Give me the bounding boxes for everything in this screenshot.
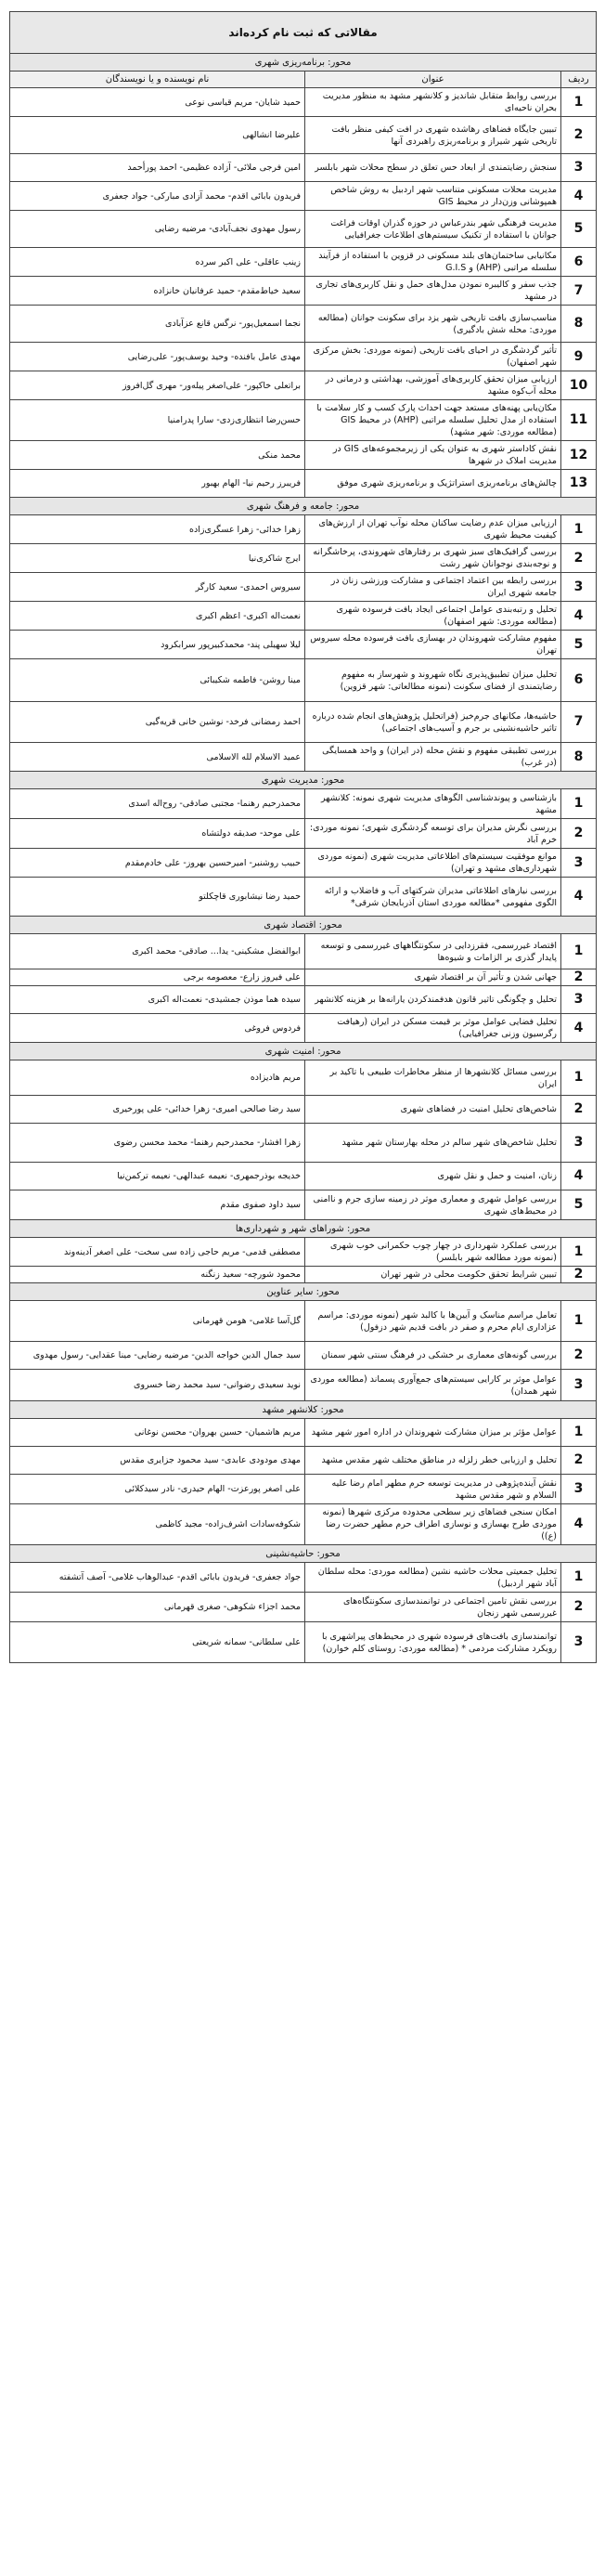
row-number: 2: [561, 969, 597, 986]
article-title: مکان‌یابی پهنه‌های مستعد جهت احداث پارک کسب و کار سلامت با استفاده از مدل تحلیل سلسله مراتبی (AHP) در محیط GIS (مطالعه موردی: شهر مشهد): [305, 400, 561, 441]
article-authors: نوید سعیدی رضوانی- سید محمد رضا خسروی: [10, 1370, 305, 1401]
article-title: تبیین جایگاه فضاهای رها‌شده شهری در افت کیفی منظر بافت تاریخی شهر شیراز و برنامه‌ریزی راهبردی آنها: [305, 117, 561, 154]
article-title: حاشیه‌ها، مکانهای جرم‌خیز (فراتحلیل پژوهش‌های انجام شده درباره تاثیر حاشیه‌نشینی بر جرم و آسیب‌های اجتماعی): [305, 702, 561, 743]
row-number: 1: [561, 1238, 597, 1267]
table-row: [10, 277, 597, 306]
table-row: [10, 1419, 597, 1447]
article-title: تحلیل و رتبه‌بندی عوامل اجتماعی ایجاد بافت فرسوده شهری (مطالعه موردی: شهر اصفهان): [305, 602, 561, 631]
article-authors: علی اصغر پورعزت- الهام حیدری- نادر سیدکلائی: [10, 1475, 305, 1504]
column-header-authors: نام نویسنده و یا نویسندگان: [10, 72, 305, 88]
section-heading-row: [10, 498, 597, 515]
table-row: [10, 934, 597, 969]
column-header-row: [10, 72, 597, 88]
articles-table-body: [10, 12, 597, 1663]
table-row: [10, 88, 597, 117]
article-title: زنان، امنیت و حمل و نقل شهری: [305, 1163, 561, 1190]
table-row: [10, 878, 597, 917]
row-number: 8: [561, 743, 597, 772]
article-authors: عمید الاسلام لله الاسلامی: [10, 743, 305, 772]
article-title: مناسب‌سازی بافت تاریخی شهر یزد برای سکونت جوانان (مطالعه موردی: محله شش بادگیری): [305, 306, 561, 343]
row-number: 2: [561, 1447, 597, 1475]
row-number: 6: [561, 659, 597, 702]
article-authors: حسن‌رضا انتظاری‌زدی- سارا پدرامنیا: [10, 400, 305, 441]
table-row: [10, 544, 597, 573]
article-authors: زهرا خدائی- زهرا عسگری‌زاده: [10, 515, 305, 544]
row-number: 4: [561, 1504, 597, 1545]
section-heading-row: [10, 1401, 597, 1419]
row-number: 3: [561, 1622, 597, 1663]
article-authors: سیروس احمدی- سعید کارگر: [10, 573, 305, 602]
row-number: 2: [561, 1096, 597, 1124]
table-row: [10, 1190, 597, 1220]
table-row: [10, 1124, 597, 1163]
article-authors: سید داود صفوی مقدم: [10, 1190, 305, 1220]
article-title: چالش‌های برنامه‌ریزی استراتژیک و برنامه‌ریزی شهری موفق: [305, 470, 561, 498]
article-authors: امین فرجی ملائی- آزاده عظیمی- احمد پورأحمد: [10, 154, 305, 182]
table-row: [10, 969, 597, 986]
article-title: بررسی مسائل کلانشهرها از منظر مخاطرات طبیعی با تاکید بر ایران: [305, 1060, 561, 1096]
section-heading-row: [10, 1220, 597, 1238]
table-row: [10, 400, 597, 441]
article-authors: مینا روشن- فاطمه شکیبائی: [10, 659, 305, 702]
article-authors: حمید رضا نیشابوری قاچکلتو: [10, 878, 305, 917]
table-row: [10, 1163, 597, 1190]
article-title: تحلیل میزان تطبیق‌پذیری نگاه شهروند و شهرساز به مفهوم رضایتمندی از فضای سکونت (نمونه مطالعاتی: شهر قزوین): [305, 659, 561, 702]
article-authors: مصطفی قدمی- مریم حاجی زاده سی سخت- علی اصغر آدینه‌وند: [10, 1238, 305, 1267]
row-number: 6: [561, 248, 597, 277]
table-row: [10, 602, 597, 631]
row-number: 1: [561, 1060, 597, 1096]
table-row: [10, 1238, 597, 1267]
article-authors: علی سلطانی- سمانه شریعتی: [10, 1622, 305, 1663]
section-heading-row: [10, 1545, 597, 1563]
article-title: عوامل مؤثر بر میزان مشارکت شهروندان در اداره امور شهر مشهد: [305, 1419, 561, 1447]
table-row: [10, 819, 597, 849]
row-number: 1: [561, 934, 597, 969]
row-number: 3: [561, 154, 597, 182]
section-heading: محور: برنامه‌ریزی شهری: [10, 54, 597, 72]
article-title: نقش کاداستر شهری به عنوان یکی از زیرمجموعه‌های GIS در مدیریت املاک در شهرها: [305, 441, 561, 470]
row-number: 2: [561, 544, 597, 573]
row-number: 1: [561, 88, 597, 117]
table-title-row: [10, 12, 597, 54]
row-number: 11: [561, 400, 597, 441]
table-row: [10, 1342, 597, 1370]
article-authors: محمد اجزاء شکوهی- صغری قهرمانی: [10, 1593, 305, 1622]
article-authors: احمد رمضانی فرخد- نوشین خانی قریه‌گیی: [10, 702, 305, 743]
table-row: [10, 1622, 597, 1663]
article-authors: گل‌آسا غلامی- هومن قهرمانی: [10, 1301, 305, 1342]
article-title: تحلیل فضایی عوامل موثر بر قیمت مسکن در ایران (رهیافت رگرسیون وزنی جغرافیایی): [305, 1014, 561, 1043]
article-authors: مهدی عامل بافنده- وحید یوسف‌پور- علی‌رضایی: [10, 343, 305, 371]
article-title: بررسی گونه‌های معماری بر خشکی در فرهنگ سنتی شهر سمنان: [305, 1342, 561, 1370]
article-authors: ایرج شاکری‌نیا: [10, 544, 305, 573]
table-row: [10, 248, 597, 277]
article-authors: لیلا سهیلی پند- محمدکبیرپور سرابکرود: [10, 631, 305, 659]
article-title: توانمندسازی بافت‌های فرسوده شهری در محیط‌های پیراشهری با رویکرد مشارکت مردمی * (مطالعه موردی: روستای کلم خوارن): [305, 1622, 561, 1663]
article-authors: سید جمال الدین خواجه الدین- مرضیه رضایی- مینا عقدایی- رسول مهدوی: [10, 1342, 305, 1370]
row-number: 2: [561, 819, 597, 849]
article-authors: خدیجه بوذرجمهری- نعیمه عبدالهی- نعیمه ترکمن‌نیا: [10, 1163, 305, 1190]
article-authors: رسول مهدوی نجف‌آبادی- مرضیه رضایی: [10, 211, 305, 248]
row-number: 3: [561, 573, 597, 602]
table-title: مقالاتی که ثبت نام کرده‌اند: [10, 12, 597, 54]
article-authors: شکوفه‌سادات اشرف‌زاده- مجید کاظمی: [10, 1504, 305, 1545]
article-title: تأثیر گردشگری در احیای بافت تاریخی (نمونه موردی: بخش مرکزی شهر اصفهان): [305, 343, 561, 371]
row-number: 4: [561, 602, 597, 631]
article-authors: حبیب روشنبر- امیرحسین بهروز- علی خادم‌مقدم: [10, 849, 305, 878]
section-heading: محور: شوراهای شهر و شهرداری‌ها: [10, 1220, 597, 1238]
article-title: بررسی عوامل شهری و معماری موثر در زمینه سازی جرم و ناامنی در محیط‌های شهری: [305, 1190, 561, 1220]
row-number: 10: [561, 371, 597, 400]
section-heading-row: [10, 1283, 597, 1301]
table-row: [10, 789, 597, 819]
section-heading: محور: اقتصاد شهری: [10, 917, 597, 934]
table-row: [10, 1014, 597, 1043]
row-number: 4: [561, 1014, 597, 1043]
article-authors: مریم هاشمیان- حسین بهروان- محسن نوغانی: [10, 1419, 305, 1447]
row-number: 3: [561, 1475, 597, 1504]
section-heading-row: [10, 54, 597, 72]
article-authors: ابوالفضل مشکینی- یدا... صادقی- محمد اکبری: [10, 934, 305, 969]
row-number: 8: [561, 306, 597, 343]
page: [9, 11, 596, 1663]
article-title: بررسی رابطه بین اعتماد اجتماعی و مشارکت ورزشی زنان در جامعه شهری ایران: [305, 573, 561, 602]
article-title: بررسی عملکرد شهرداری در چهار چوب حکمرانی خوب شهری (نمونه مورد مطالعه شهر بابلسر): [305, 1238, 561, 1267]
article-authors: علی فیروز زارع- معصومه برجی: [10, 969, 305, 986]
article-title: جهانی شدن و تأثیر آن بر اقتصاد شهری: [305, 969, 561, 986]
table-row: [10, 1301, 597, 1342]
row-number: 3: [561, 849, 597, 878]
row-number: 4: [561, 878, 597, 917]
row-number: 1: [561, 1419, 597, 1447]
table-row: [10, 631, 597, 659]
table-row: [10, 743, 597, 772]
row-number: 2: [561, 1342, 597, 1370]
table-row: [10, 1370, 597, 1401]
article-title: اقتصاد غیررسمی، فقرزدایی در سکونتگاههای غیررسمی و توسعه پایدار گذری بر الزامات و شیوه‌ها: [305, 934, 561, 969]
article-title: سنجش رضایتمندی از ابعاد حس تعلق در سطح محلات شهر بابلسر: [305, 154, 561, 182]
article-authors: مریم هادیزاده: [10, 1060, 305, 1096]
article-authors: علیرضا انشالهی: [10, 117, 305, 154]
row-number: 3: [561, 1370, 597, 1401]
article-authors: محمود شورچه- سعید زنگنه: [10, 1267, 305, 1283]
table-row: [10, 515, 597, 544]
article-title: مدیریت فرهنگی شهر بندرعباس در حوزه گذران اوقات فراغت جوانان با استفاده از تکنیک سیستم‌های اطلاعات جغرافیایی: [305, 211, 561, 248]
table-row: [10, 1504, 597, 1545]
table-row: [10, 154, 597, 182]
article-title: امکان سنجی فضاهای زیر سطحی محدوده مرکزی شهرها (نمونه موردی طرح بهسازی و نوسازی اطراف حرم مطهر حضرت رضا (ع)): [305, 1504, 561, 1545]
table-row: [10, 702, 597, 743]
section-heading: محور: مدیریت شهری: [10, 772, 597, 789]
article-title: تحلیل جمعیتی محلات حاشیه نشین (مطالعه موردی: محله سلطان آباد شهر اردبیل): [305, 1563, 561, 1593]
article-authors: محمدرحیم رهنما- مجتبی صادقی- روح‌اله اسدی: [10, 789, 305, 819]
row-number: 9: [561, 343, 597, 371]
article-authors: زهرا افشار- محمدرحیم رهنما- محمد محسن رضوی: [10, 1124, 305, 1163]
table-row: [10, 1267, 597, 1283]
row-number: 5: [561, 631, 597, 659]
table-row: [10, 306, 597, 343]
section-heading: محور: حاشیه‌نشینی: [10, 1545, 597, 1563]
article-title: بررسی تطبیقی مفهوم و نقش محله (در ایران) و واحد همسایگی (در غرب): [305, 743, 561, 772]
section-heading: محور: سایر عناوین: [10, 1283, 597, 1301]
article-title: بررسی گرافیک‌های سبز شهری بر رفتارهای شهروندی، پرخاشگرانه و نوجه‌بندی نوجوانان شهر رشت: [305, 544, 561, 573]
section-heading: محور: امنیت شهری: [10, 1043, 597, 1060]
table-row: [10, 986, 597, 1014]
table-row: [10, 1096, 597, 1124]
table-row: [10, 1447, 597, 1475]
section-heading-row: [10, 772, 597, 789]
article-title: مکانیابی ساختمان‌های بلند مسکونی در قزوین با استفاده از فرآیند سلسله مراتبی (AHP) و G.I.S: [305, 248, 561, 277]
article-title: بررسی روابط متقابل شاندیز و کلانشهر مشهد به منظور مدیریت بحران ناحیه‌ای: [305, 88, 561, 117]
article-authors: زینب عاقلی- علی اکبر سرده: [10, 248, 305, 277]
table-row: [10, 211, 597, 248]
article-authors: سید رضا صالحی امیری- زهرا خدائی- علی پورخیری: [10, 1096, 305, 1124]
table-row: [10, 849, 597, 878]
article-title: مفهوم مشارکت شهروندان در بهسازی بافت فرسوده محله سیروس تهران: [305, 631, 561, 659]
section-heading-row: [10, 1043, 597, 1060]
row-number: 2: [561, 117, 597, 154]
table-row: [10, 371, 597, 400]
table-row: [10, 470, 597, 498]
table-row: [10, 117, 597, 154]
article-title: مدیریت محلات مسکونی متناسب شهر اردبیل به روش شاخص همپوشانی وزن‌دار در محیط GIS: [305, 182, 561, 211]
table-row: [10, 1563, 597, 1593]
article-title: تحلیل شاخص‌های شهر سالم در محله بهارستان شهر مشهد: [305, 1124, 561, 1163]
article-title: تحلیل و چگونگی تاثیر قانون هدفمندکردن یارانه‌ها بر هزینه کلانشهر: [305, 986, 561, 1014]
row-number: 3: [561, 986, 597, 1014]
article-title: شاخص‌های تحلیل امنیت در فضاهای شهری: [305, 1096, 561, 1124]
article-title: تحلیل و ارزیابی خطر زلزله در مناطق مختلف شهر مقدس مشهد: [305, 1447, 561, 1475]
row-number: 4: [561, 182, 597, 211]
table-row: [10, 1593, 597, 1622]
article-authors: حمید شایان- مریم قیاسی نوعی: [10, 88, 305, 117]
table-row: [10, 573, 597, 602]
article-authors: براتعلی خاکپور- علی‌اصغر پیله‌ور- مهری گل‌افروز: [10, 371, 305, 400]
article-authors: سعید خیاط‌مقدم- حمید عرفانیان خانزاده: [10, 277, 305, 306]
article-authors: جواد جعفری- فریدون بابائی اقدم- عبدالوهاب غلامی- آصف آتشفته: [10, 1563, 305, 1593]
row-number: 12: [561, 441, 597, 470]
article-title: عوامل موثر بر کارایی سیستم‌های جمع‌آوری پسماند (مطالعه موردی شهر همدان): [305, 1370, 561, 1401]
section-heading: محور: کلانشهر مشهد: [10, 1401, 597, 1419]
article-authors: فردوس فروغی: [10, 1014, 305, 1043]
table-row: [10, 343, 597, 371]
article-title: بررسی نقش تامین اجتماعی در توانمندسازی سکونتگاه‌های غیررسمی شهر زنجان: [305, 1593, 561, 1622]
row-number: 7: [561, 702, 597, 743]
table-row: [10, 1060, 597, 1096]
row-number: 7: [561, 277, 597, 306]
row-number: 3: [561, 1124, 597, 1163]
row-number: 2: [561, 1267, 597, 1283]
article-authors: فریدون بابائی اقدم- محمد آزادی مبارکی- جواد جعفری: [10, 182, 305, 211]
table-row: [10, 659, 597, 702]
row-number: 4: [561, 1163, 597, 1190]
article-authors: نعمت‌اله اکبری- اعظم اکبری: [10, 602, 305, 631]
article-title: بررسی نگرش مدیران برای توسعه گردشگری شهری؛ نمونه موردی: خرم آباد: [305, 819, 561, 849]
row-number: 1: [561, 1301, 597, 1342]
table-row: [10, 182, 597, 211]
article-authors: مهدی مودودی عابدی- سید محمود جزایری مقدس: [10, 1447, 305, 1475]
row-number: 1: [561, 789, 597, 819]
article-title: بررسی نیازهای اطلاعاتی مدیران شرکتهای آب و فاضلاب و ارائه الگوی مفهومی *مطالعه موردی استان آذربایجان شرقی*: [305, 878, 561, 917]
article-authors: محمد منکی: [10, 441, 305, 470]
articles-table: [9, 11, 597, 1663]
section-heading: محور: جامعه و فرهنگ شهری: [10, 498, 597, 515]
article-title: ارزیابی میزان تحقق کاربری‌های آموزشی، بهداشتی و درمانی در محله آب‌کوه مشهد: [305, 371, 561, 400]
article-title: بازشناسی و پیوندشناسی الگوهای مدیریت شهری نمونه: کلانشهر مشهد: [305, 789, 561, 819]
article-title: موانع موفقیت سیستم‌های اطلاعاتی مدیریت شهری (نمونه موردی شهرداری‌های مشهد و تهران): [305, 849, 561, 878]
article-title: تعامل مراسم مناسک و آیین‌ها با کالبد شهر (نمونه موردی: مراسم عزاداری ایام محرم و صفر در بافت قدیم شهر دزفول): [305, 1301, 561, 1342]
row-number: 1: [561, 515, 597, 544]
article-title: نقش آینده‌پژوهی در مدیریت توسعه حرم مطهر امام رضا علیه السلام و شهر مقدس مشهد: [305, 1475, 561, 1504]
row-number: 5: [561, 211, 597, 248]
article-authors: سیده هما موذن جمشیدی- نعمت‌اله اکبری: [10, 986, 305, 1014]
article-authors: علی موحد- صدیقه دولتشاه: [10, 819, 305, 849]
article-title: تبیین شرایط تحقق حکومت محلی در شهر تهران: [305, 1267, 561, 1283]
row-number: 13: [561, 470, 597, 498]
row-number: 5: [561, 1190, 597, 1220]
article-authors: نجما اسمعیل‌پور- نرگس قانع عزآبادی: [10, 306, 305, 343]
article-authors: فریبرز رحیم نیا- الهام بهبور: [10, 470, 305, 498]
section-heading-row: [10, 917, 597, 934]
table-row: [10, 441, 597, 470]
article-title: ارزیابی میزان عدم رضایت ساکنان محله نوآب تهران از ارزش‌های کیفیت محیط شهری: [305, 515, 561, 544]
column-header-num: ردیف: [561, 72, 597, 88]
row-number: 2: [561, 1593, 597, 1622]
row-number: 1: [561, 1563, 597, 1593]
article-title: جذب سفر و کالیبره نمودن مدل‌های حمل و نقل کاربری‌های تجاری در مشهد: [305, 277, 561, 306]
column-header-title: عنوان: [305, 72, 561, 88]
table-row: [10, 1475, 597, 1504]
